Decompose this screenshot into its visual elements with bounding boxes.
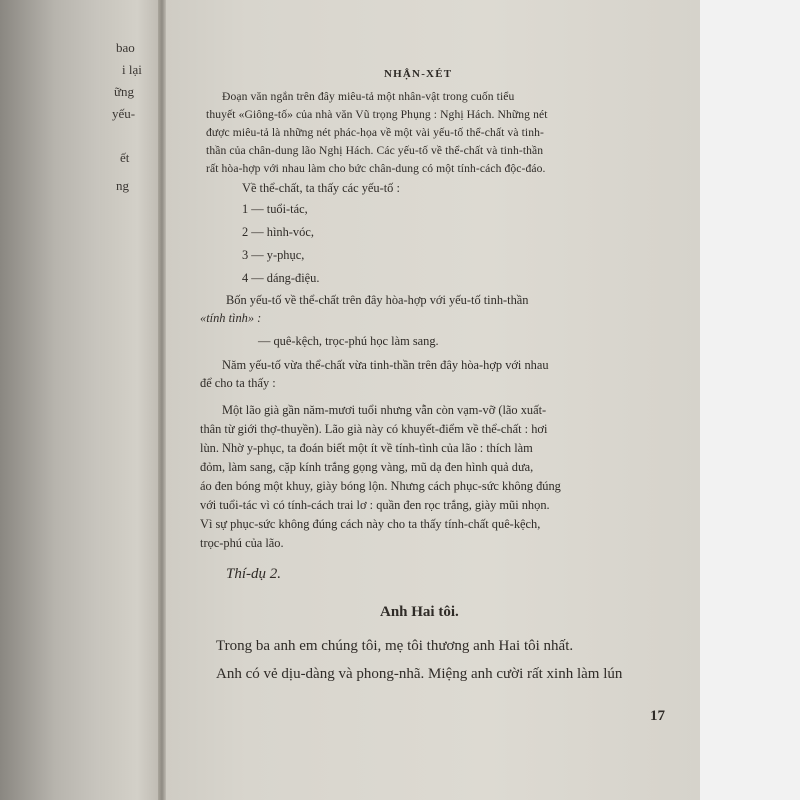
intro-line: rất hòa-hợp với nhau làm cho bức chân-dung có một tính-cách độc-đáo. [206,162,546,175]
five-factors-line: Năm yếu-tố vừa thể-chất vừa tinh-thần trên đây hòa-hợp với nhau [222,358,549,372]
harmony-line: «tính tình» : [200,311,262,325]
physical-item: 4 — dáng-điệu. [242,271,320,285]
prev-page-fragment: bao [116,40,135,55]
background-right [700,0,800,800]
spirit-item: — quê-kệch, trọc-phú học làm sang. [258,334,439,348]
prev-page-fragment: ững [114,84,135,99]
example-title: Anh Hai tôi. [380,604,459,620]
harmony-line: Bốn yếu-tố về thể-chất trên đây hòa-hợp với yếu-tố tinh-thần [226,293,529,307]
example-line: Anh có vẻ dịu-dàng và phong-nhã. Miệng anh cười rất xinh làm lún [216,666,623,682]
prev-page-fragment: ng [116,178,129,193]
portrait-line: trọc-phú của lão. [200,536,284,550]
book-page [166,0,700,800]
example-label: Thí-dụ 2. [226,566,282,582]
prev-page-fragment: yếu- [112,106,136,121]
example-line: Trong ba anh em chúng tôi, mẹ tôi thương anh Hai tôi nhất. [216,638,574,654]
book-gutter [158,0,166,800]
portrait-line: với tuổi-tác vì có tính-cách trai lơ : quần đen rọc trắng, giày mũi nhọn. [200,498,550,512]
previous-page-edge [100,0,162,800]
prev-page-fragment: i lại [122,62,142,77]
section-title: NHẬN-XÉT [384,68,453,80]
portrait-line: thân từ giới thợ-thuyền). Lão già này có khuyết-điểm về thể-chất : hơi [200,422,548,436]
page-number: 17 [650,708,665,724]
intro-line: thuyết «Giông-tố» của nhà văn Vũ trọng Phụng : Nghị Hách. Những nét [206,108,548,121]
physical-item: 1 — tuổi-tác, [242,202,308,216]
intro-line: được miêu-tả là những nét phác-họa về một vài yếu-tố thể-chất và tinh- [206,126,544,139]
five-factors-line: để cho ta thấy : [200,376,276,390]
portrait-line: lùn. Nhờ y-phục, ta đoán biết một ít về tính-tình của lão : thích làm [200,441,533,455]
left-shadow-edge [0,0,100,800]
portrait-line: áo đen bóng một khuy, giày bóng lộn. Nhưng cách phục-sức không đúng [200,479,561,493]
intro-line: thần của chân-dung lão Nghị Hách. Các yếu-tố về thể-chất và tinh-thần [206,144,544,157]
physical-intro: Về thể-chất, ta thấy các yếu-tố : [242,181,400,195]
portrait-line: Vì sự phục-sức không đúng cách này cho ta thấy tính-chất quê-kệch, [200,517,541,531]
prev-page-fragment: ết [120,150,130,165]
portrait-line: đỏm, làm sang, cặp kính trắng gọng vàng, mũ dạ đen hình quả dưa, [200,460,534,474]
physical-item: 3 — y-phục, [242,248,305,262]
portrait-line: Một lão già gần năm-mươi tuổi nhưng vẫn còn vạm-vỡ (lão xuất- [222,403,547,417]
intro-line: Đoạn văn ngắn trên đây miêu-tả một nhân-vật trong cuốn tiểu [222,90,515,103]
physical-item: 2 — hình-vóc, [242,225,314,239]
